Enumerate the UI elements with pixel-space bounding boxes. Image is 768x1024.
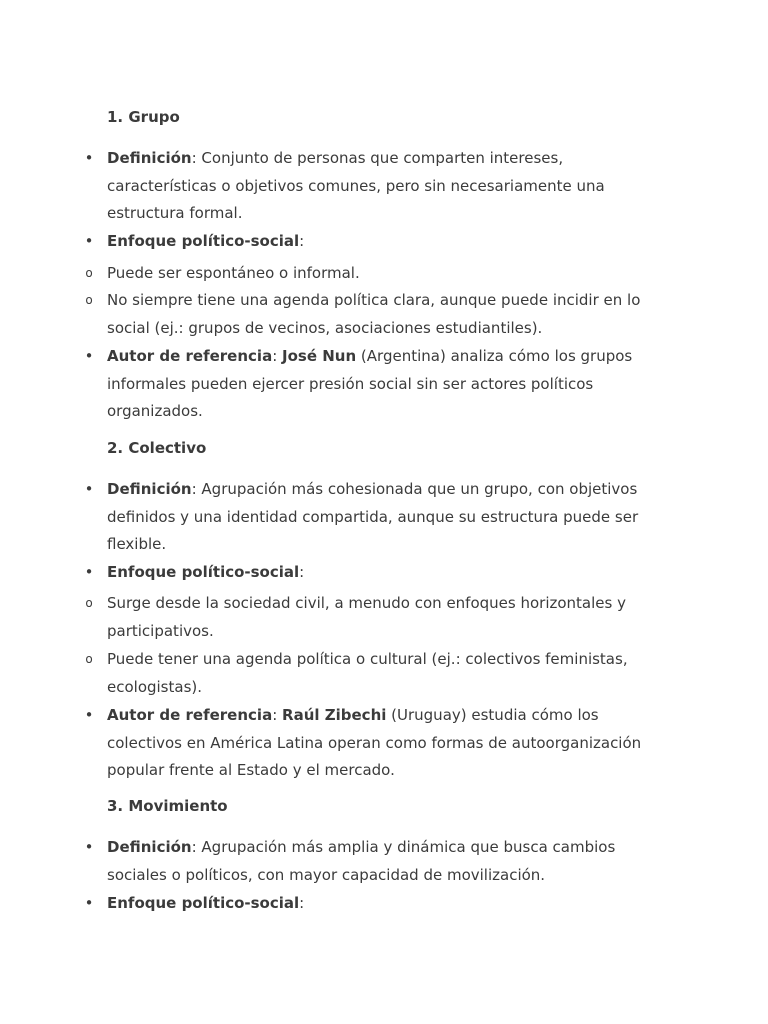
sub-item-text: Surge desde la sociedad civil, a menudo con enfoques horizontales y participativos. (107, 594, 626, 640)
autor-text: (Uruguay) estudia cómo los colectivos en América Latina operan como formas de autoorganización popular frente al Estado y el mercado. (107, 706, 642, 780)
bullet-marker: • (84, 232, 94, 250)
list-item-enfoque (84, 559, 662, 587)
sub-item-text: Puede tener una agenda política o cultural (ej.: colectivos feministas, ecologistas). (107, 650, 628, 696)
label-definicion: Definición (107, 480, 192, 498)
bullet-marker: • (84, 347, 94, 365)
list-item-enfoque (84, 228, 662, 256)
list-item-autor (84, 343, 662, 426)
label-enfoque: Enfoque político-social (107, 563, 300, 581)
list-item-definicion (84, 476, 662, 559)
sub-list-item (85, 646, 662, 701)
definicion-text: : Conjunto de personas que comparten intereses, características o objetivos comunes, pero sin necesariamente una estructura formal. (107, 149, 605, 223)
circle-marker: o (85, 266, 93, 280)
circle-marker: o (85, 293, 93, 307)
autor-name: José Nun (282, 347, 357, 365)
circle-marker: o (85, 652, 93, 666)
label-enfoque: Enfoque político-social (107, 232, 300, 250)
bullet-marker: • (84, 838, 94, 856)
autor-sep: : (272, 706, 283, 724)
bullet-marker: • (84, 894, 94, 912)
label-enfoque: Enfoque político-social (107, 894, 300, 912)
list-item-enfoque (84, 890, 662, 918)
list-item-definicion (84, 145, 662, 228)
section-heading-colectivo: 2. Colectivo (107, 439, 207, 457)
circle-marker: o (85, 596, 93, 610)
section-heading-movimiento: 3. Movimiento (107, 797, 228, 815)
label-autor: Autor de referencia (107, 706, 273, 724)
sub-list-item (85, 590, 662, 645)
autor-name: Raúl Zibechi (282, 706, 387, 724)
enfoque-suffix: : (299, 563, 305, 581)
label-autor: Autor de referencia (107, 347, 273, 365)
autor-sep: : (272, 347, 283, 365)
definicion-text: : Agrupación más amplia y dinámica que busca cambios sociales o políticos, con mayor capacidad de movilización. (107, 838, 616, 884)
bullet-marker: • (84, 149, 94, 167)
section-heading-grupo: 1. Grupo (107, 108, 180, 126)
enfoque-suffix: : (299, 894, 305, 912)
bullet-marker: • (84, 480, 94, 498)
sub-list-item (85, 287, 662, 342)
label-definicion: Definición (107, 149, 192, 167)
sub-list-item (85, 260, 662, 288)
sub-item-text: Puede ser espontáneo o informal. (107, 264, 360, 282)
autor-text: (Argentina) analiza cómo los grupos informales pueden ejercer presión social sin ser actores políticos organizados. (107, 347, 633, 421)
enfoque-suffix: : (299, 232, 305, 250)
label-definicion: Definición (107, 838, 192, 856)
list-item-definicion (84, 834, 662, 889)
bullet-marker: • (84, 563, 94, 581)
definicion-text: : Agrupación más cohesionada que un grupo, con objetivos definidos y una identidad compartida, aunque su estructura puede ser flexible. (107, 480, 639, 554)
sub-item-text: No siempre tiene una agenda política clara, aunque puede incidir en lo social (ej.: grupos de vecinos, asociaciones estudiantiles). (107, 291, 641, 337)
bullet-marker: • (84, 706, 94, 724)
list-item-autor (84, 702, 662, 785)
